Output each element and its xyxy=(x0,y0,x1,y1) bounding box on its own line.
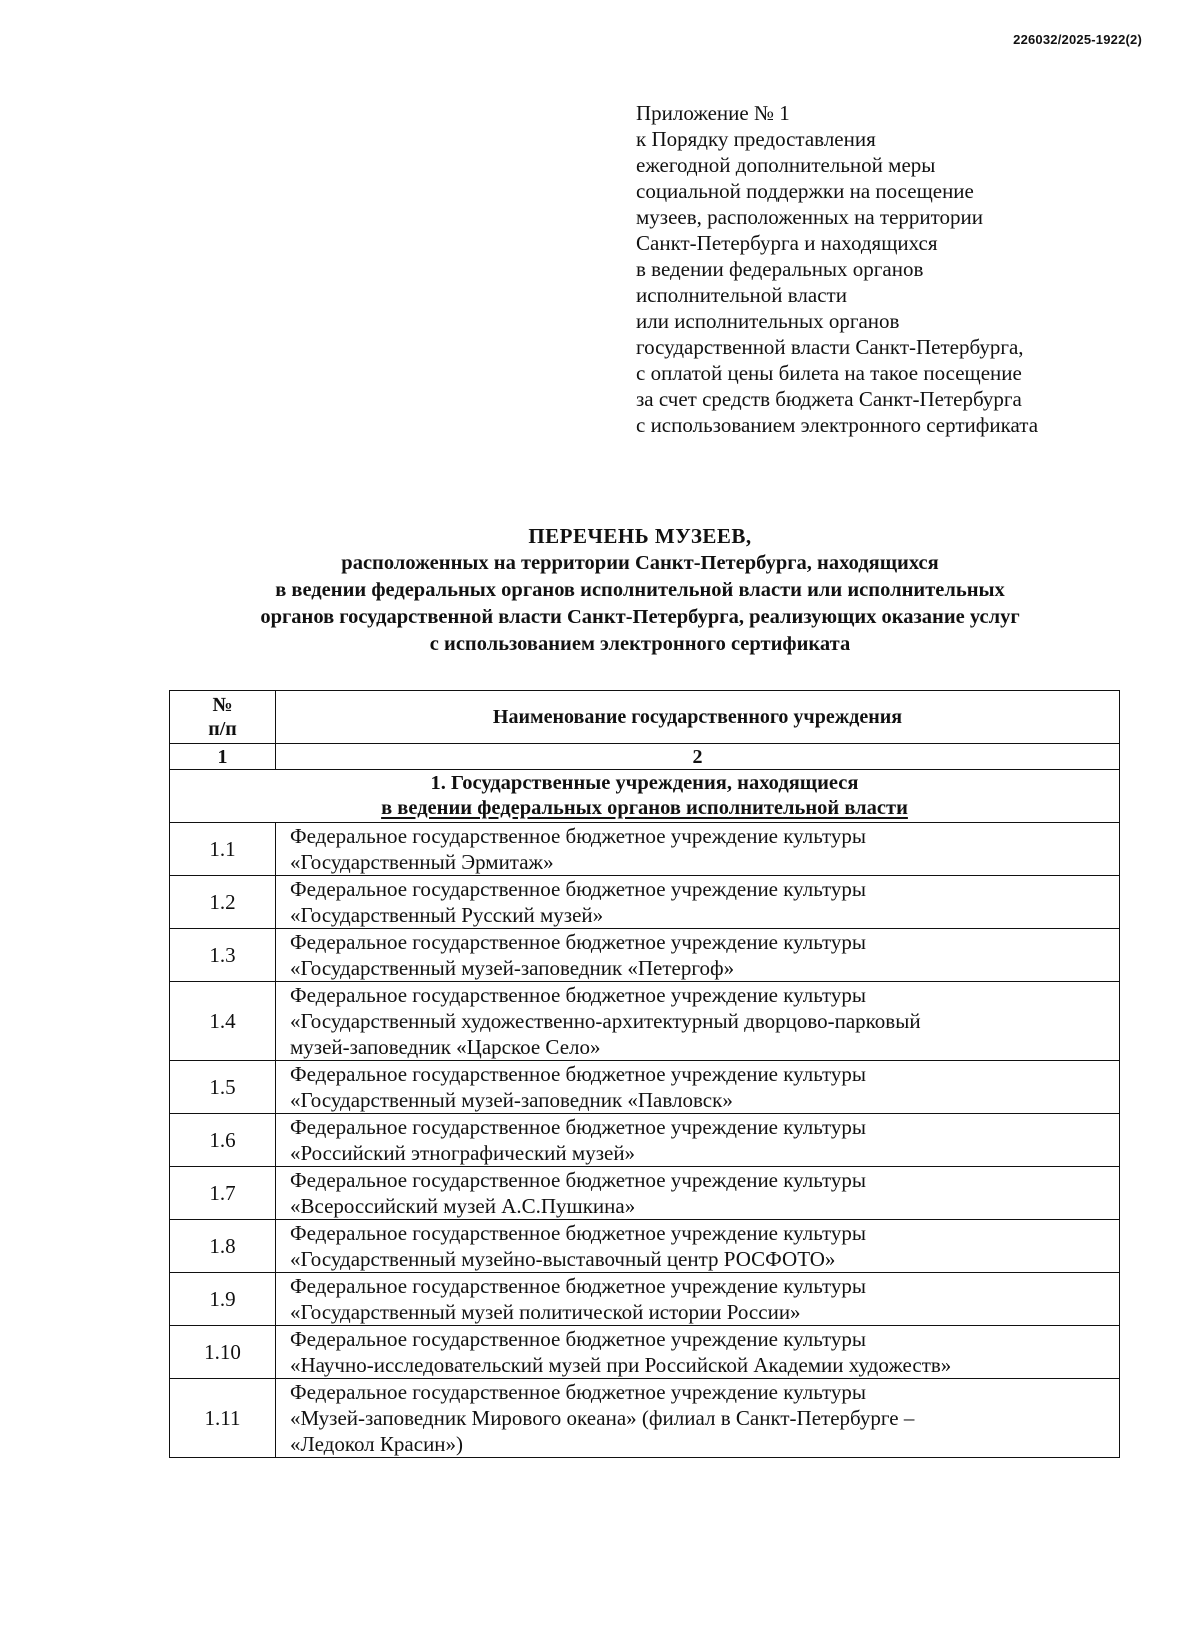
section-row xyxy=(170,770,1120,823)
appendix-line: государственной власти Санкт-Петербурга, xyxy=(636,335,1024,359)
institution-name-line: Федеральное государственное бюджетное учреждение культуры xyxy=(290,1274,867,1298)
institution-name-line: Федеральное государственное бюджетное учреждение культуры xyxy=(290,1062,867,1086)
institution-name-line: Федеральное государственное бюджетное учреждение культуры xyxy=(290,930,867,954)
title-line: с использованием электронного сертификата xyxy=(429,633,851,655)
header-number xyxy=(170,691,276,744)
institution-name xyxy=(276,1114,1120,1167)
institution-name xyxy=(276,1167,1120,1220)
row-number: 1.2 xyxy=(170,876,276,929)
table-body xyxy=(170,823,1120,1458)
table-row xyxy=(170,1326,1120,1379)
header-number-line: п/п xyxy=(208,718,237,740)
table-row xyxy=(170,1167,1120,1220)
institution-name xyxy=(276,1326,1120,1379)
table-row xyxy=(170,1114,1120,1167)
institution-name-line: музей-заповедник «Царское Село» xyxy=(290,1035,601,1059)
title-line: расположенных на территории Санкт-Петербурга, находящихся xyxy=(341,552,939,574)
table-row xyxy=(170,1061,1120,1114)
section-line: 1. Государственные учреждения, находящиеся xyxy=(430,772,859,794)
column-index: 1 xyxy=(170,744,276,770)
institution-name-line: «Государственный музей политической истории России» xyxy=(290,1300,801,1324)
title-line: ПЕРЕЧЕНЬ МУЗЕЕВ, xyxy=(528,524,752,548)
header-number-line: № xyxy=(212,694,233,716)
institution-name xyxy=(276,1273,1120,1326)
museum-table xyxy=(169,690,1120,1458)
table-row xyxy=(170,982,1120,1061)
institution-name-line: Федеральное государственное бюджетное учреждение культуры xyxy=(290,1380,867,1404)
appendix-line: или исполнительных органов xyxy=(636,309,900,333)
row-number: 1.9 xyxy=(170,1273,276,1326)
institution-name-line: Федеральное государственное бюджетное учреждение культуры xyxy=(290,877,867,901)
row-number: 1.1 xyxy=(170,823,276,876)
institution-name xyxy=(276,1379,1120,1458)
row-number: 1.10 xyxy=(170,1326,276,1379)
institution-name-line: Федеральное государственное бюджетное учреждение культуры xyxy=(290,1327,867,1351)
appendix-line: исполнительной власти xyxy=(636,283,847,307)
appendix-line: к Порядку предоставления xyxy=(636,127,876,151)
row-number: 1.11 xyxy=(170,1379,276,1458)
table-row xyxy=(170,823,1120,876)
institution-name-line: «Государственный музей-заповедник «Павловск» xyxy=(290,1088,733,1112)
institution-name-line: Федеральное государственное бюджетное учреждение культуры xyxy=(290,1168,867,1192)
row-number: 1.5 xyxy=(170,1061,276,1114)
table-row xyxy=(170,1220,1120,1273)
appendix-line: музеев, расположенных на территории xyxy=(636,205,984,229)
institution-name-line: «Государственный Эрмитаж» xyxy=(290,850,554,874)
table-row xyxy=(170,929,1120,982)
institution-name-line: «Российский этнографический музей» xyxy=(290,1141,636,1165)
document-id: 226032/2025-1922(2) xyxy=(1013,32,1142,47)
section-line: в ведении федеральных органов исполнительной власти xyxy=(381,797,908,819)
institution-name-line: «Государственный Русский музей» xyxy=(290,903,604,927)
institution-name-line: «Государственный музей-заповедник «Петергоф» xyxy=(290,956,735,980)
institution-name-line: «Ледокол Красин») xyxy=(290,1432,464,1456)
institution-name-line: «Музей-заповедник Мирового океана» (филиал в Санкт-Петербурге – xyxy=(290,1406,915,1430)
appendix-line: социальной поддержки на посещение xyxy=(636,179,974,203)
table-row xyxy=(170,876,1120,929)
institution-name-line: Федеральное государственное бюджетное учреждение культуры xyxy=(290,983,867,1007)
row-number: 1.8 xyxy=(170,1220,276,1273)
institution-name xyxy=(276,929,1120,982)
table-header-row xyxy=(170,691,1120,744)
row-number: 1.4 xyxy=(170,982,276,1061)
table-row xyxy=(170,1379,1120,1458)
column-index-row xyxy=(170,744,1120,770)
institution-name xyxy=(276,982,1120,1061)
appendix-line: Приложение № 1 xyxy=(636,101,790,125)
appendix-line: Санкт-Петербурга и находящихся xyxy=(636,231,938,255)
institution-name-line: Федеральное государственное бюджетное учреждение культуры xyxy=(290,1115,867,1139)
appendix-line: ежегодной дополнительной меры xyxy=(636,153,936,177)
section-heading xyxy=(170,770,1120,823)
institution-name-line: «Всероссийский музей А.С.Пушкина» xyxy=(290,1194,636,1218)
appendix-line: за счет средств бюджета Санкт-Петербурга xyxy=(636,387,1022,411)
institution-name-line: «Государственный музейно-выставочный центр РОСФОТО» xyxy=(290,1247,836,1271)
appendix-line: с использованием электронного сертификата xyxy=(636,413,1039,437)
institution-name-line: Федеральное государственное бюджетное учреждение культуры xyxy=(290,1221,867,1245)
institution-name xyxy=(276,1061,1120,1114)
header-name: Наименование государственного учреждения xyxy=(276,691,1120,744)
title-line: в ведении федеральных органов исполнительной власти или исполнительных xyxy=(275,579,1005,601)
appendix-line: в ведении федеральных органов xyxy=(636,257,924,281)
title-line: органов государственной власти Санкт-Петербурга, реализующих оказание услуг xyxy=(260,606,1020,628)
institution-name xyxy=(276,876,1120,929)
appendix-block xyxy=(636,100,1136,438)
row-number: 1.6 xyxy=(170,1114,276,1167)
appendix-line: с оплатой цены билета на такое посещение xyxy=(636,361,1022,385)
column-index: 2 xyxy=(276,744,1120,770)
document-title xyxy=(160,523,1120,658)
institution-name-line: «Научно-исследовательский музей при Российской Академии художеств» xyxy=(290,1353,952,1377)
row-number: 1.7 xyxy=(170,1167,276,1220)
institution-name xyxy=(276,1220,1120,1273)
table-row xyxy=(170,1273,1120,1326)
institution-name-line: «Государственный художественно-архитектурный дворцово-парковый xyxy=(290,1009,921,1033)
institution-name-line: Федеральное государственное бюджетное учреждение культуры xyxy=(290,824,867,848)
institution-name xyxy=(276,823,1120,876)
row-number: 1.3 xyxy=(170,929,276,982)
